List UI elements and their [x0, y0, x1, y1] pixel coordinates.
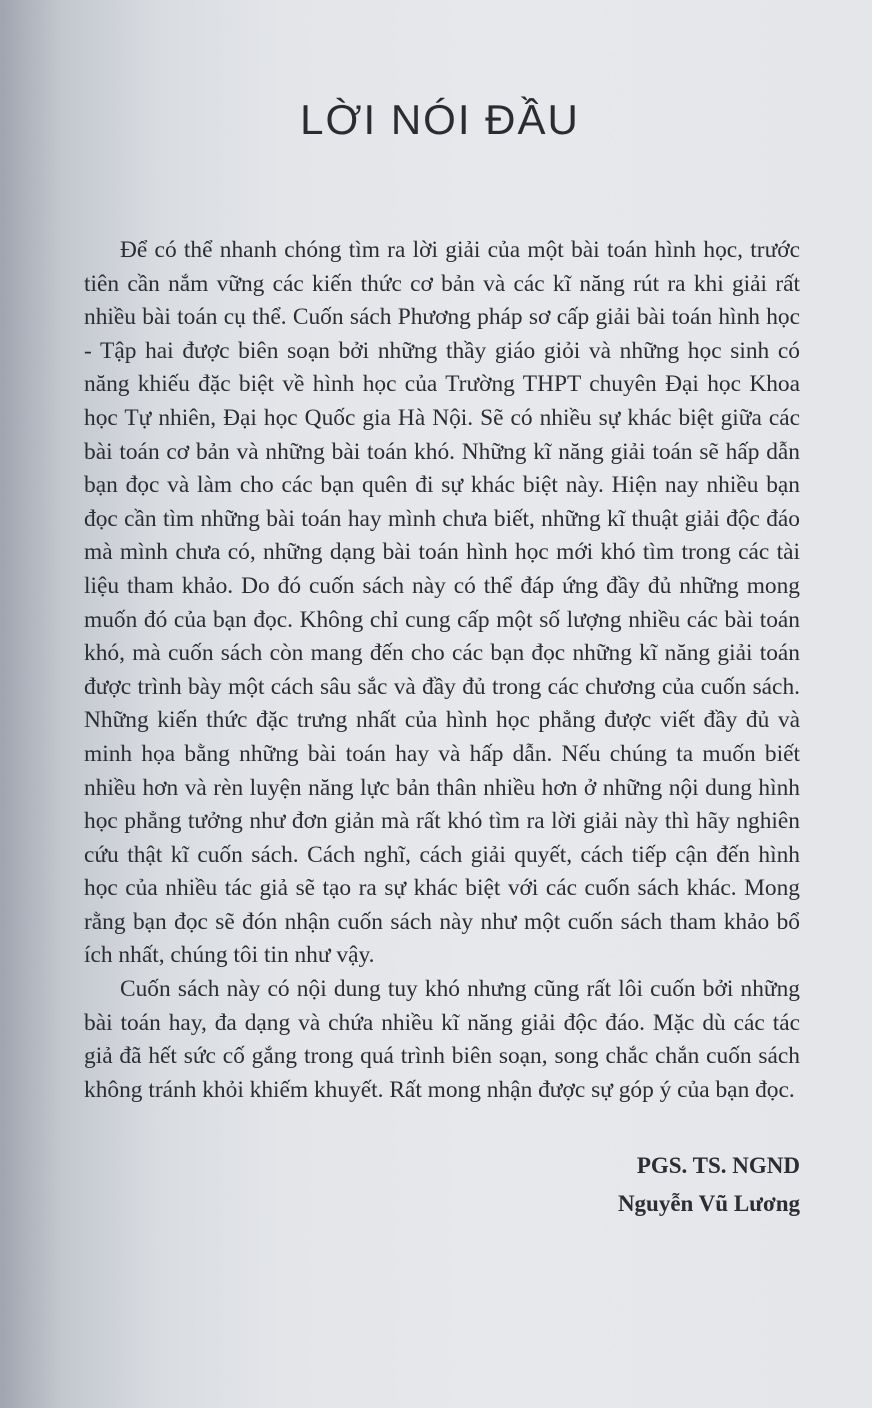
page-title: LỜI NÓI ĐẦU — [300, 96, 580, 143]
paragraph-1: Để có thể nhanh chóng tìm ra lời giải của một bài toán hình học, trước tiên cần nắm vững các kiến thức cơ bản và các kĩ năng rút ra khi giải rất nhiều bài toán cụ thể. Cuốn sách Phương pháp sơ cấp giải bài toán hình học - Tập hai được biên soạn bởi những thầy giáo giỏi và những học sinh có năng khiếu đặc biệt về hình học của Trường THPT chuyên Đại học Khoa học Tự nhiên, Đại học Quốc gia Hà Nội. Sẽ có nhiều sự khác biệt giữa các bài toán cơ bản và những bài toán khó. Những kĩ năng giải toán sẽ hấp dẫn bạn đọc và làm cho các bạn quên đi sự khác biệt này. Hiện nay nhiều bạn đọc cần tìm những bài toán hay mình chưa biết, những kĩ thuật giải độc đáo mà mình chưa có, những dạng bài toán hình học mới khó tìm trong các tài liệu tham khảo. Do đó cuốn sách này có thể đáp ứng đầy đủ những mong muốn đó của bạn đọc. Không chỉ cung cấp một số lượng nhiều các bài toán khó, mà cuốn sách còn mang đến cho các bạn đọc những kĩ năng giải toán được trình bày một cách sâu sắc và đầy đủ trong các chương của cuốn sách. Những kiến thức đặc trưng nhất của hình học phẳng được viết đầy đủ và minh họa bằng những bài toán hay và hấp dẫn. Nếu chúng ta muốn biết nhiều hơn và rèn luyện năng lực bản thân nhiều hơn ở những nội dung hình học phẳng tưởng như đơn giản mà rất khó tìm ra lời giải này thì hãy nghiên cứu thật kĩ cuốn sách. Cách nghĩ, cách giải quyết, cách tiếp cận đến hình học của nhiều tác giả sẽ tạo ra sự khác biệt với các cuốn sách khác. Mong rằng bạn đọc sẽ đón nhận cuốn sách này như một cuốn sách tham khảo bổ ích nhất, chúng tôi tin như vậy. — [84, 237, 800, 969]
author-credentials: PGS. TS. NGND — [636, 1153, 800, 1178]
paragraph-2: Cuốn sách này có nội dung tuy khó nhưng cũng rất lôi cuốn bởi những bài toán hay, đa dạng và chứa nhiều kĩ năng giải độc đáo. Mặc dù các tác giả đã hết sức cố gắng trong quá trình biên soạn, song chắc chắn cuốn sách không tránh khỏi khiếm khuyết. Rất mong nhận được sự góp ý của bạn đọc. — [84, 976, 800, 1103]
signature-block — [618, 1147, 800, 1223]
preface-body — [84, 234, 800, 1107]
author-name: Nguyễn Vũ Lương — [617, 1191, 800, 1216]
